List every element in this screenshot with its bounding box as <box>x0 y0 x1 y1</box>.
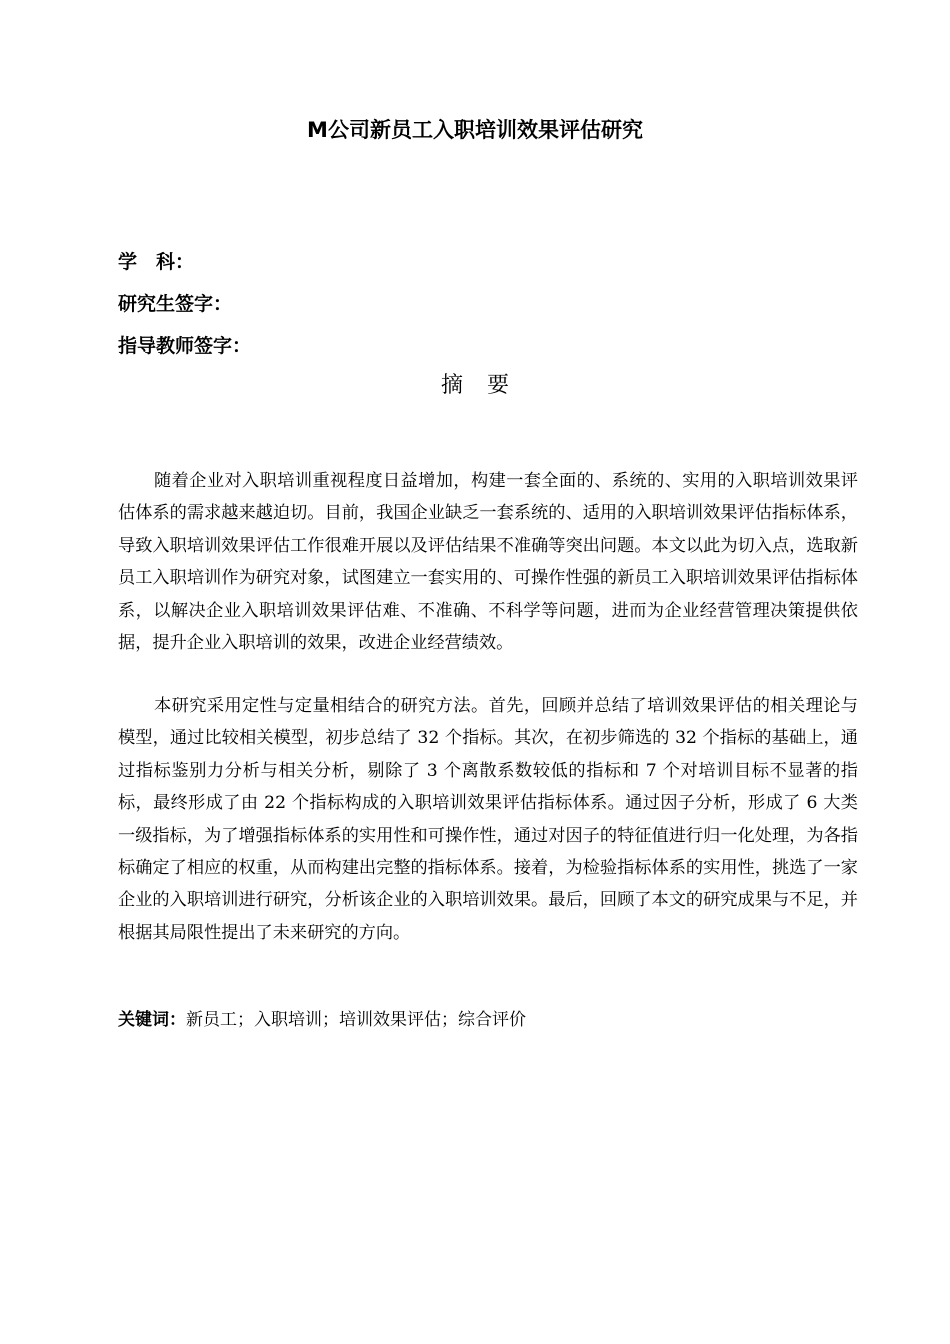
subject-label <box>118 247 194 274</box>
keywords-label: 关键词： <box>118 1010 186 1030</box>
subject-label-head: 学 <box>118 251 157 273</box>
keywords-line <box>118 1004 526 1036</box>
advisor-signature-label: 指导教师签字： <box>118 335 252 357</box>
abstract-heading: 摘要 <box>440 373 533 398</box>
keywords-text: 新员工；入职培训；培训效果评估；综合评价 <box>186 1010 526 1030</box>
student-signature-label: 研究生签字： <box>118 293 233 315</box>
subject-label-tail: 科： <box>156 251 195 273</box>
abstract-paragraph-2: 本研究采用定性与定量相结合的研究方法。首先，回顾并总结了培训效果评估的相关理论与模型，通过比较相关模型，初步总结了 32 个指标。其次，在初步筛选的 32 个指标的基础上，通过指标鉴别力分析与相关分析，剔除了 3 个离散系数较低的指标和 7 个对培训目标不显著的指标，最终形成了由 22 个指标构成的入职培训效果评估指标体系。通过因子分析，形成了 6 大类一级指标，为了增强指标体系的实用性和可操作性，通过对因子的特征值进行归一化处理，为各指标确定了相应的权重，从而构建出完整的指标体系。接着，为检验指标体系的实用性，挑选了一家企业的入职培训进行研究，分析该企业的入职培训效果。最后，回顾了本文的研究成果与不足，并根据其局限性提出了未来研究的方向。 <box>118 696 858 943</box>
document-title: M公司新员工入职培训效果评估研究 <box>307 118 643 142</box>
abstract-paragraph-1: 随着企业对入职培训重视程度日益增加，构建一套全面的、系统的、实用的入职培训效果评估体系的需求越来越迫切。目前，我国企业缺乏一套系统的、适用的入职培训效果评估指标体系，导致入职培训效果评估工作很难开展以及评估结果不准确等突出问题。本文以此为切入点，选取新员工入职培训作为研究对象，试图建立一套实用的、可操作性强的新员工入职培训效果评估指标体系，以解决企业入职培训效果评估难、不准确、不科学等问题，进而为企业经营管理决策提供依据，提升企业入职培训的效果，改进企业经营绩效。 <box>118 471 858 654</box>
